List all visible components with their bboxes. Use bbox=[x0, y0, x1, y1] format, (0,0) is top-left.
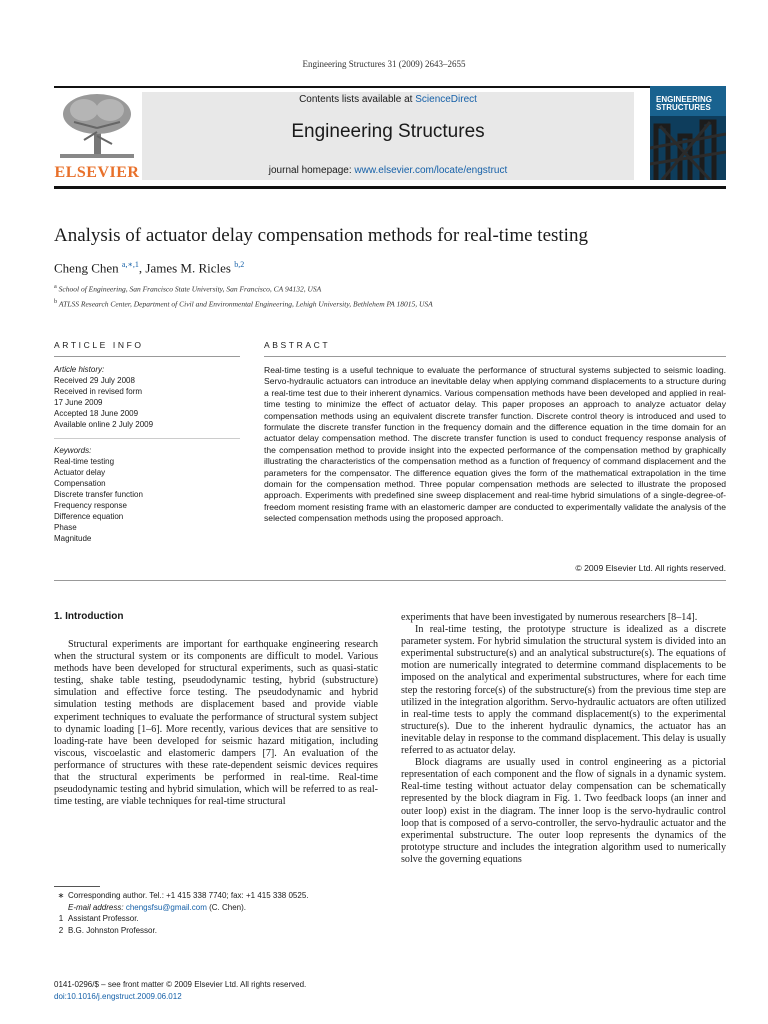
footnote bbox=[54, 902, 384, 914]
section-heading: 1. Introduction bbox=[54, 611, 124, 622]
history-line: Received in revised form bbox=[54, 387, 143, 396]
author-separator: , bbox=[138, 260, 146, 276]
keyword: Actuator delay bbox=[54, 468, 106, 477]
cover-title: ENGINEERING STRUCTURES bbox=[656, 95, 713, 112]
keyword: Frequency response bbox=[54, 501, 127, 510]
journal-name: Engineering Structures bbox=[291, 121, 485, 142]
email-link[interactable]: chengsfsu@gmail.com bbox=[125, 902, 207, 912]
footnote bbox=[54, 925, 384, 937]
abstract-heading: ABSTRACT bbox=[264, 340, 331, 350]
footnote-mark bbox=[54, 902, 68, 914]
header-rule bbox=[54, 86, 726, 88]
sciencedirect-link[interactable]: ScienceDirect bbox=[415, 94, 477, 105]
footnote-rule bbox=[54, 886, 100, 887]
affiliation bbox=[54, 283, 321, 294]
keywords-rule bbox=[54, 438, 240, 439]
footnote-mark: 1 bbox=[58, 914, 64, 924]
journal-citation: Engineering Structures 31 (2009) 2643–2655 bbox=[302, 59, 466, 69]
body-paragraph: Block diagrams are usually used in control engineering as a pictorial representation of each component and the flow of signals in a dynamic system. Real-time testing without actuator delay compensation can be schematically represented by the block diagram in Fig. 1. Two feedback loops (an inner and outer loop) exist in the diagram. The inner loop is the servo-hydraulic control loop that is composed of a servo-controller, the servo-hydraulic actuator and the experimental substructure. The outer loop represents the dynamics of the prototype structure and includes the integration algorithm used to numerically solve the governing equations bbox=[401, 757, 726, 865]
publisher-name: ELSEVIER bbox=[54, 164, 140, 181]
article-history bbox=[54, 364, 240, 430]
affiliation-mark: a bbox=[54, 283, 57, 290]
keywords bbox=[54, 445, 240, 544]
contents-line bbox=[142, 94, 634, 105]
article-title: Analysis of actuator delay compensation methods for real-time testing bbox=[54, 225, 588, 246]
keyword: Magnitude bbox=[54, 534, 92, 543]
homepage-prefix: journal homepage: bbox=[268, 165, 355, 176]
journal-homepage bbox=[142, 165, 634, 176]
abstract-text: Real-time testing is a useful technique to evaluate the performance of structural systems subjected to seismic loading. Servo-hydraulic actuators can introduce an inevitable delay when applying command displacements to a structure during a real-time test due to their inherent dynamics. Various compensation methods have been developed and applied in real-time testing to minimize the effect of actuator delay. This paper proposes an approach to analyze actuator delay compensation methods using an equivalent discrete transfer function. Discrete control theory is introduced and used to formulate the discrete transfer function in the frequency domain and the difference equation in the time domain for an actuator delay compensation method. The discrete transfer function is used to conduct frequency response analysis of the compensation method to provide insight into the expected performance of the compensation method by graphically illustrating the characteristics of the compensation method as a function of frequency of command displacement and the parameters for the compensator. The difference equation gives the form of the mathematical extrapolation in the time domain for the compensation method. Three popular compensation methods are selected to illustrate the proposed approach. Experiments with predefined sine sweep displacement and real-time hybrid simulations of a single-degree-of-freedom moment resisting frame with an elastomeric damper are conducted to experimentally validate the analysis of the selected compensation methods using the proposed approach. bbox=[264, 365, 726, 524]
body-paragraph: Structural experiments are important for earthquake engineering research when the structural system or its components are difficult to model. Various methods have been developed for structural experiments, such as quasi-static testing, shake table testing, pseudodynamic testing, hybrid (substructure) simulation and effective force testing. The pseudodynamic and hybrid simulation testing methods are displacement based and provide viable experiment techniques to evaluate the performance of structural system subject to dynamic loading [1–6]. More recently, various devices that are sensitive to loading-rate have been developed for seismic hazard mitigation, including viscous, viscoelastic and elastomeric dampers [7]. An evaluation of the performance of structures with these rate-dependent seismic devices requires that the structural experiments be performed in real-time. Real-time pseudodynamic testing and hybrid simulation, which will be referred to as real-time testing, are viable techniques for real-time structural bbox=[54, 639, 378, 808]
article-info-heading: ARTICLE INFO bbox=[54, 340, 144, 350]
author-affiliation-marks[interactable]: b,2 bbox=[234, 260, 245, 269]
history-line: 17 June 2009 bbox=[54, 398, 103, 407]
footnotes bbox=[54, 890, 384, 936]
keyword: Discrete transfer function bbox=[54, 490, 143, 499]
keyword: Compensation bbox=[54, 479, 106, 488]
author-name: Cheng Chen bbox=[54, 260, 119, 276]
author-name: James M. Ricles bbox=[145, 260, 231, 276]
affiliation-text: ATLSS Research Center, Department of Civil and Environmental Engineering, Lehigh University, Bethlehem PA 18015, USA bbox=[58, 299, 433, 309]
footnote-mark: 2 bbox=[58, 925, 64, 935]
history-line: Available online 2 July 2009 bbox=[54, 420, 154, 429]
author-list bbox=[54, 260, 244, 276]
footnote-text: Corresponding author. Tel.: +1 415 338 7740; fax: +1 415 338 0525. bbox=[68, 891, 309, 900]
abstract-bottom-rule bbox=[54, 580, 726, 581]
abstract-copyright: © 2009 Elsevier Ltd. All rights reserved. bbox=[575, 563, 726, 573]
history-line: Accepted 18 June 2009 bbox=[54, 409, 139, 418]
abstract-rule bbox=[264, 356, 726, 357]
journal-cover bbox=[650, 86, 726, 180]
footnote-text: Assistant Professor. bbox=[68, 914, 139, 924]
history-label: Article history: bbox=[54, 365, 105, 374]
affiliation-text: School of Engineering, San Francisco State University, San Francisco, CA 94132, USA bbox=[58, 284, 322, 294]
article-info-rule bbox=[54, 356, 240, 357]
affiliation-mark: b bbox=[54, 298, 58, 305]
left-column-text bbox=[54, 639, 378, 808]
issn-line: 0141-0296/$ – see front matter © 2009 Elsevier Ltd. All rights reserved. bbox=[54, 980, 307, 989]
footnote bbox=[54, 890, 384, 902]
contents-prefix: Contents lists available at bbox=[299, 94, 416, 105]
history-line: Received 29 July 2008 bbox=[54, 376, 135, 385]
email-suffix: (C. Chen). bbox=[206, 902, 246, 912]
masthead-rule bbox=[54, 186, 726, 189]
author-affiliation-marks[interactable]: a,∗,1 bbox=[121, 260, 139, 269]
footnote bbox=[54, 913, 384, 925]
right-column-text bbox=[401, 612, 726, 866]
affiliation bbox=[54, 298, 433, 309]
footnote-text: B.G. Johnston Professor. bbox=[68, 925, 157, 935]
keyword: Phase bbox=[54, 523, 77, 532]
doi-link[interactable]: doi:10.1016/j.engstruct.2009.06.012 bbox=[54, 992, 182, 1001]
footnote-text bbox=[68, 902, 384, 914]
keyword: Real-time testing bbox=[54, 457, 115, 466]
elsevier-tree-icon bbox=[54, 92, 140, 164]
email-label: E-mail address: bbox=[68, 902, 124, 912]
body-paragraph: In real-time testing, the prototype structure is idealized as a discrete parameter system. For hybrid simulation the structural system is divided into an experimental substructure(s) and an analytical substructure(s). The equations of motion are numerically integrated to determine command displacements to be imposed on the analytical and experimental substructures, where for each time step the restoring force(s) of the substructure(s) from the previous time step are utilized in the integration algorithm. Servo-hydraulic actuators are often utilized in real-time tests to apply the command displacement(s) to the experimental structure(s). Due to the inherent hydraulic dynamics, the actuator has an inevitable delay in response to the command displacement. This delay is usually referred to as actuator delay. bbox=[401, 624, 726, 757]
keyword: Difference equation bbox=[54, 512, 124, 521]
footnote-mark: ∗ bbox=[57, 891, 65, 900]
front-matter-meta bbox=[54, 979, 306, 1003]
homepage-link[interactable]: www.elsevier.com/locate/engstruct bbox=[354, 165, 508, 176]
keywords-label: Keywords: bbox=[54, 446, 92, 455]
body-paragraph: experiments that have been investigated by numerous researchers [8–14]. bbox=[401, 612, 698, 623]
